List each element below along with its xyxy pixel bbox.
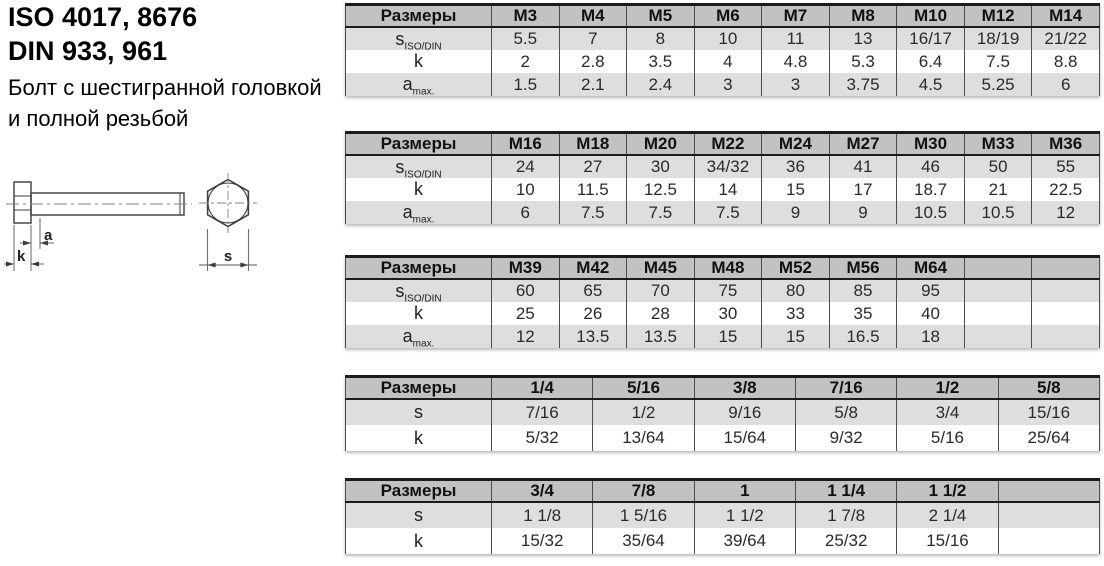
header-row [346, 377, 1100, 400]
sizes-corner-header: Размеры [346, 133, 492, 156]
value-cell: 70 [627, 279, 695, 302]
size-column-header: 7/8 [593, 480, 694, 503]
value-cell: 5.3 [829, 50, 897, 73]
size-column-header: 3/4 [492, 480, 593, 503]
value-cell: 30 [694, 302, 762, 325]
value-cell: 13.5 [627, 325, 695, 348]
side-view-dimension-arrows [6, 241, 48, 267]
header-row [346, 133, 1100, 156]
size-column-header: 1/4 [492, 377, 593, 400]
value-cell: 46 [897, 155, 965, 178]
size-column-header: 5/16 [593, 377, 694, 400]
value-cell: 40 [897, 302, 965, 325]
size-column-header: 1 1/4 [795, 480, 896, 503]
value-cell: 3.75 [829, 73, 897, 96]
row-label-k: k [414, 179, 423, 199]
dimension-row-k [346, 425, 1100, 451]
value-cell: 11 [762, 27, 830, 50]
bolt-technical-drawing [0, 150, 345, 370]
value-cell: 27 [559, 155, 627, 178]
metric-table-m39-m64 [345, 255, 1100, 348]
value-cell: 1.5 [492, 73, 560, 96]
value-cell: 15/16 [998, 399, 1099, 425]
value-cell: 15/16 [897, 528, 998, 554]
size-column-header: 1 1/2 [897, 480, 998, 503]
value-cell: 25/32 [795, 528, 896, 554]
value-cell: 13.5 [559, 325, 627, 348]
dimension-row-k [346, 178, 1100, 201]
dimension-row-s [346, 399, 1100, 425]
value-cell: 12.5 [627, 178, 695, 201]
value-cell: 50 [964, 155, 1032, 178]
sizes-corner-header: Размеры [346, 480, 492, 503]
row-label-s: s [414, 402, 423, 422]
value-cell: 21 [964, 178, 1032, 201]
value-cell: 1 7/8 [795, 502, 896, 528]
value-cell [1032, 325, 1100, 348]
value-cell: 4.5 [897, 73, 965, 96]
value-cell: 1/2 [593, 399, 694, 425]
size-column-header: 7/16 [795, 377, 896, 400]
value-cell: 18.7 [897, 178, 965, 201]
value-cell: 3/4 [897, 399, 998, 425]
metric-table-m3-m14 [345, 3, 1100, 96]
value-cell: 3 [762, 73, 830, 96]
value-cell: 12 [1032, 201, 1100, 224]
row-label-s: $s_{ISO/DIN}$ [395, 280, 442, 302]
header-row [346, 257, 1100, 280]
value-cell: 21/22 [1032, 27, 1100, 50]
value-cell: 10 [694, 27, 762, 50]
value-cell: 15 [762, 325, 830, 348]
row-label-k: k [414, 51, 423, 71]
value-cell: 33 [762, 302, 830, 325]
dimension-row-s [346, 279, 1100, 302]
value-cell: 8.8 [1032, 50, 1100, 73]
value-cell: 6 [1032, 73, 1100, 96]
value-cell: 9/32 [795, 425, 896, 451]
value-cell: 18/19 [964, 27, 1032, 50]
size-column-header: M36 [1032, 133, 1100, 156]
value-cell: 18 [897, 325, 965, 348]
title-block [8, 0, 343, 134]
value-cell: 6.4 [897, 50, 965, 73]
value-cell: 2.1 [559, 73, 627, 96]
value-cell: 9/16 [694, 399, 795, 425]
imperial-table-small [345, 375, 1100, 451]
value-cell: 10 [492, 178, 560, 201]
row-label-k: k [414, 530, 423, 551]
size-column-header: M8 [829, 5, 897, 28]
value-cell: 5/32 [492, 425, 593, 451]
header-row [346, 5, 1100, 28]
description-line-2: и полной резьбой [8, 106, 189, 131]
value-cell: 26 [559, 302, 627, 325]
value-cell: 2.4 [627, 73, 695, 96]
value-cell: 36 [762, 155, 830, 178]
size-column-header: M30 [897, 133, 965, 156]
sizes-corner-header: Размеры [346, 377, 492, 400]
value-cell: 15/32 [492, 528, 593, 554]
value-cell: 16/17 [897, 27, 965, 50]
value-cell [964, 302, 1032, 325]
value-cell: 9 [829, 201, 897, 224]
value-cell: 55 [1032, 155, 1100, 178]
size-column-header: M64 [897, 257, 965, 280]
value-cell: 24 [492, 155, 560, 178]
size-column-header: M42 [559, 257, 627, 280]
size-column-header: M48 [694, 257, 762, 280]
size-column-header: M10 [897, 5, 965, 28]
size-column-header: M22 [694, 133, 762, 156]
size-column-header [998, 480, 1099, 503]
value-cell: 15/64 [694, 425, 795, 451]
value-cell: 85 [829, 279, 897, 302]
value-cell: 35/64 [593, 528, 694, 554]
value-cell: 80 [762, 279, 830, 302]
size-column-header: 5/8 [998, 377, 1099, 400]
size-column-header [1032, 257, 1100, 280]
value-cell: 7.5 [964, 50, 1032, 73]
value-cell [998, 528, 1099, 554]
size-column-header: M56 [829, 257, 897, 280]
dimension-a-label: a [44, 227, 53, 244]
value-cell: 5/16 [897, 425, 998, 451]
value-cell: 75 [694, 279, 762, 302]
size-column-header: M18 [559, 133, 627, 156]
value-cell: 6 [492, 201, 560, 224]
value-cell: 2 1/4 [897, 502, 998, 528]
size-column-header: M7 [762, 5, 830, 28]
value-cell [998, 502, 1099, 528]
dimension-row-k [346, 528, 1100, 554]
value-cell: 2 [492, 50, 560, 73]
value-cell: 1 1/8 [492, 502, 593, 528]
value-cell: 1 5/16 [593, 502, 694, 528]
value-cell: 7.5 [627, 201, 695, 224]
row-label-s: s [414, 505, 423, 525]
value-cell: 65 [559, 279, 627, 302]
row-label-s: $s_{ISO/DIN}$ [395, 28, 442, 50]
value-cell: 5.25 [964, 73, 1032, 96]
row-label-a: $a_{max.}$ [402, 326, 435, 348]
value-cell: 35 [829, 302, 897, 325]
size-column-header: 1 [694, 480, 795, 503]
value-cell: 60 [492, 279, 560, 302]
value-cell: 15 [762, 178, 830, 201]
size-column-header [964, 257, 1032, 280]
dimension-row-s [346, 502, 1100, 528]
row-label-a: $a_{max.}$ [402, 74, 435, 96]
size-column-header: M39 [492, 257, 560, 280]
value-cell: 2.8 [559, 50, 627, 73]
value-cell: 10.5 [897, 201, 965, 224]
value-cell: 4.8 [762, 50, 830, 73]
description-line-1: Болт с шестигранной головкой [8, 75, 322, 100]
value-cell: 12 [492, 325, 560, 348]
value-cell: 4 [694, 50, 762, 73]
head-view-centerlines [199, 173, 257, 233]
header-row [346, 480, 1100, 503]
value-cell: 34/32 [694, 155, 762, 178]
size-column-header: M16 [492, 133, 560, 156]
value-cell: 9 [762, 201, 830, 224]
dimension-k-label: k [17, 248, 26, 265]
value-cell: 30 [627, 155, 695, 178]
value-cell: 25 [492, 302, 560, 325]
size-column-header: M27 [829, 133, 897, 156]
value-cell: 39/64 [694, 528, 795, 554]
size-column-header: M52 [762, 257, 830, 280]
value-cell: 3 [694, 73, 762, 96]
value-cell: 13 [829, 27, 897, 50]
value-cell: 13/64 [593, 425, 694, 451]
value-cell [1032, 279, 1100, 302]
sizes-corner-header: Размеры [346, 5, 492, 28]
value-cell: 5.5 [492, 27, 560, 50]
imperial-table-large [345, 478, 1100, 554]
size-column-header: M6 [694, 5, 762, 28]
value-cell [964, 279, 1032, 302]
size-column-header: 1/2 [897, 377, 998, 400]
row-label-k: k [414, 427, 423, 448]
value-cell: 7.5 [559, 201, 627, 224]
size-column-header: 3/8 [694, 377, 795, 400]
bolt-side-view [14, 182, 184, 223]
value-cell: 17 [829, 178, 897, 201]
value-cell: 22.5 [1032, 178, 1100, 201]
value-cell: 10.5 [964, 201, 1032, 224]
size-column-header: M3 [492, 5, 560, 28]
dimension-row-s [346, 27, 1100, 50]
value-cell: 7/16 [492, 399, 593, 425]
row-label-s: $s_{ISO/DIN}$ [395, 156, 442, 178]
value-cell: 5/8 [795, 399, 896, 425]
dimension-s-label: s [223, 248, 233, 265]
size-column-header: M33 [964, 133, 1032, 156]
value-cell: 95 [897, 279, 965, 302]
value-cell [1032, 302, 1100, 325]
dimension-tables-area [345, 0, 1101, 566]
value-cell: 7 [559, 27, 627, 50]
standard-iso: ISO 4017, 8676 [8, 2, 198, 32]
metric-table-m16-m36 [345, 131, 1100, 224]
size-column-header: M20 [627, 133, 695, 156]
value-cell: 1 1/2 [694, 502, 795, 528]
dimension-row-k [346, 302, 1100, 325]
row-label-k: k [414, 303, 423, 323]
value-cell: 7.5 [694, 201, 762, 224]
dimension-row-a [346, 325, 1100, 348]
value-cell: 3.5 [627, 50, 695, 73]
value-cell: 41 [829, 155, 897, 178]
dimension-row-a [346, 201, 1100, 224]
dimension-row-k [346, 50, 1100, 73]
value-cell: 11.5 [559, 178, 627, 201]
size-column-header: M4 [559, 5, 627, 28]
row-label-a: $a_{max.}$ [402, 202, 435, 224]
value-cell: 15 [694, 325, 762, 348]
size-column-header: M12 [964, 5, 1032, 28]
standard-din: DIN 933, 961 [8, 36, 168, 66]
size-column-header: M14 [1032, 5, 1100, 28]
size-column-header: M24 [762, 133, 830, 156]
value-cell: 25/64 [998, 425, 1099, 451]
size-column-header: M5 [627, 5, 695, 28]
dimension-row-s [346, 155, 1100, 178]
value-cell: 16.5 [829, 325, 897, 348]
sizes-corner-header: Размеры [346, 257, 492, 280]
value-cell: 28 [627, 302, 695, 325]
value-cell [964, 325, 1032, 348]
value-cell: 8 [627, 27, 695, 50]
size-column-header: M45 [627, 257, 695, 280]
dimension-row-a [346, 73, 1100, 96]
value-cell: 14 [694, 178, 762, 201]
